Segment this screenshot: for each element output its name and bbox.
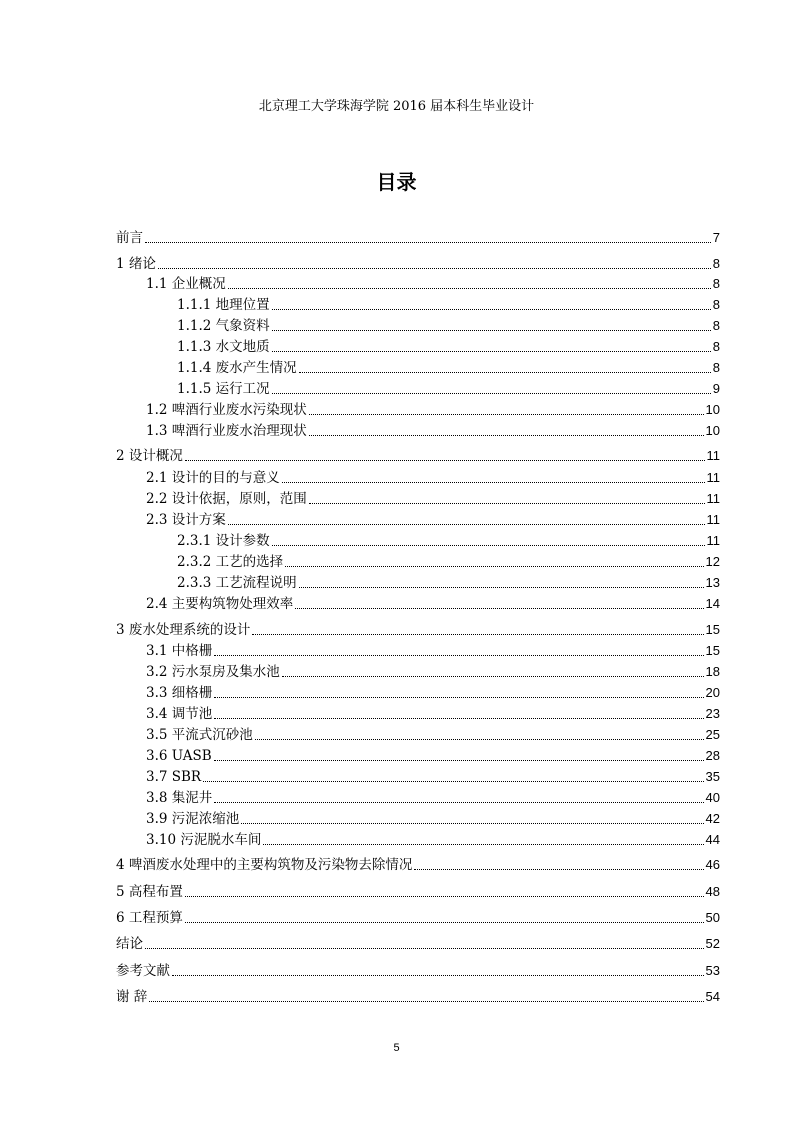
toc-entry-text: 1 绪论 [116,256,156,272]
toc-leader-dots [285,566,703,567]
toc-entry-text: 4 啤酒废水处理中的主要构筑物及污染物去除情况 [116,857,413,873]
toc-entry-text: 3.10 污泥脱水车间 [146,832,262,848]
toc-leader-dots [228,288,711,289]
toc-entry-page: 42 [705,811,720,826]
toc-entry-page: 52 [705,936,720,951]
toc-leader-dots [185,922,704,923]
toc-entry-page: 10 [705,402,720,417]
toc-entry-text: 3.5 平流式沉砂池 [146,727,253,743]
toc-entry-page: 9 [712,381,720,396]
toc-entry-page: 18 [705,664,720,679]
toc-leader-dots [309,414,704,415]
toc-leader-dots [203,781,703,782]
toc-entry-page: 15 [705,643,720,658]
toc-leader-dots [214,718,703,719]
toc-entry[interactable] [116,272,720,292]
toc-entry[interactable] [116,356,720,376]
toc-leader-dots [295,608,703,609]
toc-entry-text: 2 设计概况 [116,448,183,464]
toc-entry[interactable] [116,508,720,528]
toc-entry[interactable] [116,419,720,439]
toc-entry-text: 2.3 设计方案 [146,512,226,528]
toc-entry[interactable] [116,252,720,272]
toc-entry-text: 参考文献 [116,963,170,979]
toc-entry-page: 50 [705,910,720,925]
toc-entry[interactable] [116,681,720,701]
toc-entry-page: 15 [705,622,720,637]
toc-leader-dots [272,545,705,546]
toc-entry[interactable] [116,853,720,873]
toc-entry-page: 28 [705,748,720,763]
toc-entry-page: 13 [705,575,720,590]
toc-entry-text: 2.3.2 工艺的选择 [177,554,284,570]
toc-entry[interactable] [116,723,720,743]
toc-leader-dots [214,697,703,698]
toc-entry[interactable] [116,314,720,334]
toc-leader-dots [272,351,711,352]
toc-leader-dots [214,760,704,761]
toc-entry-text: 1.1.2 气象资料 [177,318,270,334]
toc-entry[interactable] [116,765,720,785]
toc-leader-dots [228,524,705,525]
toc-entry[interactable] [116,880,720,900]
toc-entry-page: 11 [706,470,720,485]
toc-entry[interactable] [116,550,720,570]
toc-entry-page: 53 [705,963,720,978]
toc-entry-text: 1.1.3 水文地质 [177,339,270,355]
toc-leader-dots [414,869,703,870]
toc-leader-dots [309,503,705,504]
toc-leader-dots [158,268,711,269]
toc-entry-page: 11 [706,512,720,527]
toc-entry-text: 结论 [116,936,143,952]
toc-entry-text: 3.4 调节池 [146,706,213,722]
toc-entry[interactable] [116,293,720,313]
toc-entry[interactable] [116,702,720,722]
toc-leader-dots [299,372,711,373]
toc-leader-dots [241,823,703,824]
toc-entry[interactable] [116,959,720,979]
toc-entry[interactable] [116,744,720,764]
toc-entry[interactable] [116,398,720,418]
toc-entry-page: 46 [705,857,720,872]
toc-entry[interactable] [116,466,720,486]
toc-entry-text: 6 工程预算 [116,910,183,926]
toc-leader-dots [252,634,703,635]
toc-entry[interactable] [116,828,720,848]
toc-entry-text: 2.3.3 工艺流程说明 [177,575,297,591]
toc-entry-text: 3 废水处理系统的设计 [116,622,251,638]
toc-entry-page: 8 [712,360,720,375]
toc-leader-dots [282,676,704,677]
toc-leader-dots [149,1001,703,1002]
toc-leader-dots [272,393,711,394]
toc-entry[interactable] [116,807,720,827]
toc-entry-page: 11 [706,491,720,506]
toc-entry[interactable] [116,487,720,507]
toc-entry-page: 44 [705,832,720,847]
toc-entry-text: 1.1.5 运行工况 [177,381,270,397]
toc-entry-text: 1.2 啤酒行业废水污染现状 [146,402,307,418]
toc-leader-dots [172,975,704,976]
toc-leader-dots [272,309,711,310]
toc-leader-dots [299,587,704,588]
toc-entry[interactable] [116,639,720,659]
toc-leader-dots [263,844,703,845]
toc-entry-page: 10 [705,423,720,438]
toc-entry-text: 2.4 主要构筑物处理效率 [146,596,294,612]
toc-entry-page: 25 [705,727,720,742]
toc-entry-page: 8 [712,276,720,291]
toc-leader-dots [214,802,703,803]
page-title: 目录 [376,170,417,194]
toc-entry[interactable] [116,786,720,806]
toc-entry-page: 8 [712,256,720,271]
toc-leader-dots [145,242,711,243]
toc-entry-text: 3.8 集泥井 [146,790,213,806]
toc-entry-text: 3.7 SBR [146,769,202,785]
toc-entry-text: 谢 辞 [116,989,148,1005]
toc-entry-text: 2.3.1 设计参数 [177,533,270,549]
toc-entry[interactable] [116,335,720,355]
toc-leader-dots [309,435,704,436]
toc-entry-page: 12 [705,554,720,569]
toc-entry-text: 1.1.1 地理位置 [177,297,270,313]
toc-leader-dots [214,655,703,656]
toc-entry[interactable] [116,377,720,397]
toc-entry-page: 11 [706,448,720,463]
toc-entry-page: 8 [712,318,720,333]
toc-entry-text: 1.1 企业概况 [146,276,226,292]
toc-leader-dots [272,330,711,331]
toc-entry-text: 前言 [116,230,143,246]
toc-entry[interactable] [116,226,720,246]
toc-entry-page: 8 [712,297,720,312]
toc-entry-page: 20 [705,685,720,700]
toc-entry-text: 3.3 细格栅 [146,685,213,701]
toc-entry[interactable] [116,529,720,549]
toc-entry[interactable] [116,985,720,1005]
toc-entry[interactable] [116,906,720,926]
toc-entry-page: 23 [705,706,720,721]
toc-entry-text: 1.1.4 废水产生情况 [177,360,297,376]
toc-entry[interactable] [116,618,720,638]
toc-entry[interactable] [116,444,720,464]
toc-entry-page: 40 [705,790,720,805]
toc-entry[interactable] [116,660,720,680]
toc-entry-text: 3.1 中格栅 [146,643,213,659]
toc-entry[interactable] [116,571,720,591]
toc-entry-page: 35 [705,769,720,784]
toc-entry[interactable] [116,592,720,612]
toc-leader-dots [185,896,704,897]
toc-entry-page: 11 [706,533,720,548]
toc-leader-dots [282,482,705,483]
page-header: 北京理工大学珠海学院 2016 届本科生毕业设计 [258,99,535,114]
toc-entry-page: 7 [712,230,720,245]
toc-entry-text: 3.6 UASB [146,748,212,764]
toc-entry[interactable] [116,932,720,952]
toc-entry-page: 8 [712,339,720,354]
toc-entry-text: 1.3 啤酒行业废水治理现状 [146,423,307,439]
toc-entry-page: 54 [705,989,720,1004]
toc-entry-text: 5 高程布置 [116,884,183,900]
page-number: 5 [393,1042,400,1054]
toc-entry-text: 2.2 设计依据，原则，范围 [146,491,307,507]
toc-leader-dots [185,460,705,461]
toc-entry-text: 3.2 污水泵房及集水池 [146,664,280,680]
toc-entry-text: 3.9 污泥浓缩池 [146,811,240,827]
toc-leader-dots [255,739,704,740]
toc-entry-text: 2.1 设计的目的与意义 [146,470,280,486]
toc-entry-page: 48 [705,884,720,899]
toc-leader-dots [145,948,704,949]
toc-entry-page: 14 [705,596,720,611]
